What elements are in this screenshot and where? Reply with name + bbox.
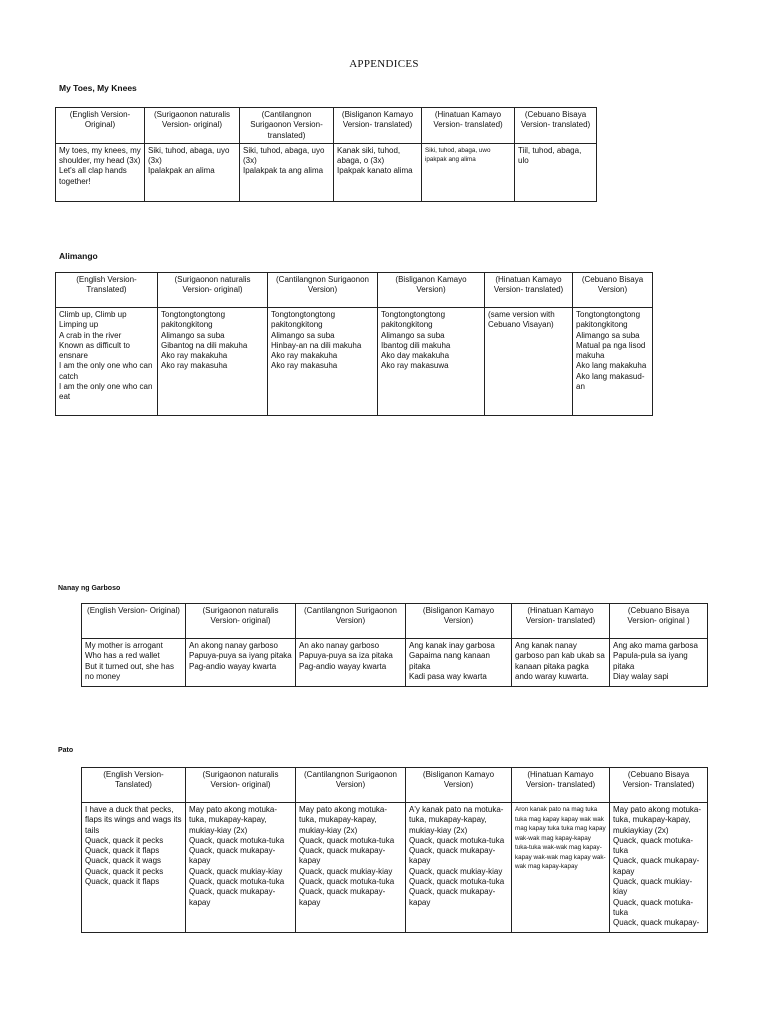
- column-header: (Bisliganon Kamayo Version- translated): [334, 108, 422, 144]
- lyrics-cell: May pato akong motuka-tuka, mukapay-kapay, mukiay-kiay (2x) Quack, quack motuka-tuka Quack, quack mukapay-kapay Quack, quack mukiay-kiay Quack, quack motuka-tuka Quack, quack mukapay-kapay: [189, 805, 285, 907]
- column-header: (English Version- Original): [82, 604, 186, 639]
- lyrics-table-nanay: [81, 603, 708, 687]
- lyrics-cell: Siki, tuhod, abaga, uyo (3x) Ipalakpak ta ang alima: [243, 145, 325, 176]
- column-header: (Cantilangnon Surigaonon Version- translated): [240, 108, 334, 144]
- column-header: (Cebuano Bisaya Version): [573, 273, 653, 308]
- lyrics-cell: An ako nanay garboso Papuya-puya sa iza pitaka Pag-andio wayay kwarta: [299, 641, 393, 671]
- column-header: (Surigaonon naturalis Version- original): [186, 604, 296, 639]
- column-header: (Hinatuan Kamayo Version- translated): [512, 604, 610, 639]
- table-row: [82, 639, 708, 687]
- column-header: (English Version- Translated): [56, 273, 158, 308]
- section-title-alimango: Alimango: [59, 251, 98, 261]
- column-header: (English Version- Tanslated): [82, 768, 186, 803]
- lyrics-cell: (same version with Cebuano Visayan): [488, 310, 555, 330]
- lyrics-cell: Siki, tuhod, abaga, uyo (3x) Ipalakpak an alima: [148, 145, 230, 176]
- lyrics-cell: Tiil, tuhod, abaga, ulo: [518, 145, 582, 166]
- column-header: (Cantilangnon Surigaonon Version): [268, 273, 378, 308]
- column-header: (Cebuano Bisaya Version- translated): [515, 108, 597, 144]
- lyrics-cell: Ang ako mama garbosa Papula-pula sa iyang pitaka Diay walay sapi: [613, 641, 698, 681]
- lyrics-cell: Siki, tuhod, abaga, uwo ipakpak ang alima: [425, 146, 491, 164]
- table-header-row: [56, 108, 597, 144]
- column-header: (English Version- Original): [56, 108, 145, 144]
- lyrics-cell: Ang kanak inay garbosa Gapaima nang kanaan pitaka Kadi pasa way kwarta: [409, 641, 495, 681]
- column-header: (Cebuano Bisaya Version- original ): [610, 604, 708, 639]
- column-header: (Cebuano Bisaya Version- Translated): [610, 768, 708, 803]
- lyrics-cell: Kanak siki, tuhod, abaga, o (3x) Ipakpak kanato alima: [337, 145, 413, 176]
- column-header: (Bisliganon Kamayo Version): [378, 273, 485, 308]
- lyrics-cell: A'y kanak pato na motuka-tuka, mukapay-kapay, mukiay-kiay (2x) Quack, quack motuka-tuka Quack, quack mukapay-kapay Quack, quack mukiay-kiay Quack, quack motuka-tuka Quack, quack mukapay-kapay: [409, 805, 505, 907]
- column-header: (Surigaonon naturalis Version- original): [145, 108, 240, 144]
- column-header: (Surigaonon naturalis Version- original): [186, 768, 296, 803]
- column-header: (Hinatuan Kamayo Version- translated): [512, 768, 610, 803]
- table-header-row: [82, 768, 708, 803]
- lyrics-cell: My toes, my knees, my shoulder, my head (3x) Let's all clap hands together!: [59, 145, 141, 186]
- lyrics-cell: I have a duck that pecks, flaps its wings and wags its tails Quack, quack it pecks Quack, quack it flaps Quack, quack it wags Quack, quack it pecks Quack, quack it flaps: [85, 805, 182, 887]
- column-header: (Bisliganon Kamayo Version): [406, 604, 512, 639]
- lyrics-cell: Aron kanak pato na mag tuka tuka mag kapay kapay wak wak mag kapay tuka tuka mag kapay wak-wak mag kapay-kapay tuka-tuka wak-wak mag kapay-kapay wak-wak mag kapay wak-wak mag kapay-kapay: [515, 806, 606, 870]
- column-header: (Cantilangnon Surigaonon Version): [296, 768, 406, 803]
- lyrics-cell: May pato akong motuka-tuka, mukapay-kapay, mukiaykiay (2x) Quack, quack motuka-tuka Quack, quack mukapay-kapay Quack, quack mukiay-kiay Quack, quack motuka-tuka Quack, quack mukapay-: [613, 805, 702, 928]
- section-title-nanay: Nanay ng Garboso: [58, 585, 121, 592]
- column-header: (Hinatuan Kamayo Version- translated): [422, 108, 515, 144]
- lyrics-cell: Tongtongtongtong pakitongkitong Alimango sa suba Gibantog na dili makuha Ako ray makakuha Ako ray makasuha: [161, 310, 248, 371]
- lyrics-cell: Tongtongtongtong pakitongkitong Alimango sa suba Ibantog dili makuha Ako day makakuha Ako ray makasuwa: [381, 310, 451, 371]
- page-title: APPENDICES: [349, 58, 419, 70]
- table-header-row: [82, 604, 708, 639]
- column-header: (Bisliganon Kamayo Version): [406, 768, 512, 803]
- section-title-pato: Pato: [58, 747, 74, 754]
- column-header: (Cantilangnon Surigaonon Version): [296, 604, 406, 639]
- lyrics-cell: An akong nanay garboso Papuya-puya sa iyang pitaka Pag-andio wayay kwarta: [189, 641, 292, 671]
- lyrics-table-my-toes: [55, 107, 597, 202]
- column-header: (Hinatuan Kamayo Version- translated): [485, 273, 573, 308]
- section-title-my-toes: My Toes, My Knees: [59, 83, 137, 93]
- lyrics-cell: Tongtongtongtong pakitongkitong Alimango sa suba Hinbay-an na dili makuha Ako ray makakuha Ako ray makasuha: [271, 310, 362, 371]
- lyrics-cell: Climb up, Climb up Limping up A crab in the river Known as difficult to ensnare I am the only one who can catch I am the only one who can eat: [59, 310, 153, 402]
- lyrics-cell: Tongtongtongtong pakitongkitong Alimango sa suba Matual pa nga lisod makuha Ako lang makakuha Ako lang makasud-an: [576, 310, 647, 392]
- table-row: [82, 803, 708, 933]
- column-header: (Surigaonon naturalis Version- original): [158, 273, 268, 308]
- lyrics-cell: May pato akong motuka-tuka, mukapay-kapay, mukiay-kiay (2x) Quack, quack motuka-tuka Quack, quack mukapay-kapay Quack, quack mukiay-kiay Quack, quack motuka-tuka Quack, quack mukapay-kapay: [299, 805, 395, 907]
- table-row: [56, 308, 653, 416]
- lyrics-table-alimango: [55, 272, 653, 416]
- lyrics-table-pato: [81, 767, 708, 933]
- lyrics-cell: My mother is arrogant Who has a red wallet But it turned out, she has no money: [85, 641, 174, 681]
- table-header-row: [56, 273, 653, 308]
- lyrics-cell: Ang kanak nanay garboso pan kab ukab sa kanaan pitaka pagka ando waray kuwarta.: [515, 641, 605, 681]
- table-row: [56, 143, 597, 201]
